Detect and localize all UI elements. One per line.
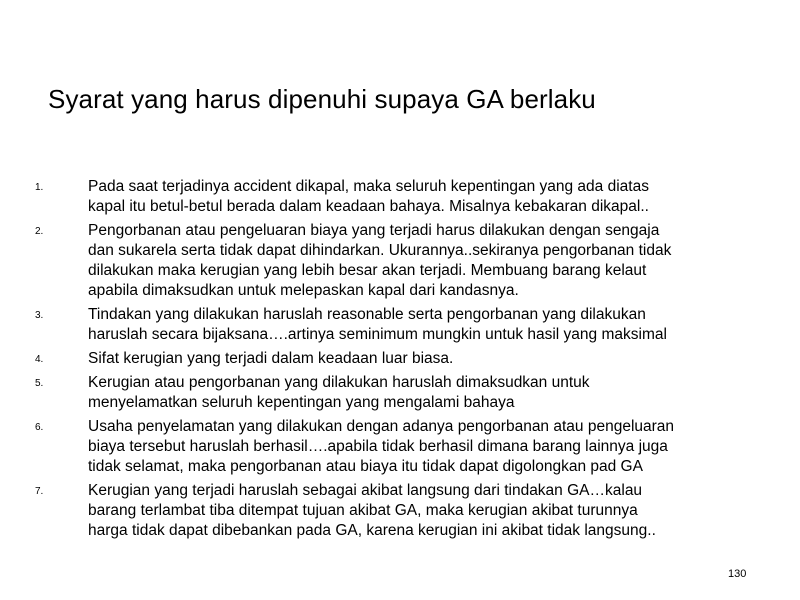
list-item-number: 3. xyxy=(35,310,44,321)
list-item-line: Pengorbanan atau pengeluaran biaya yang terjadi harus dilakukan dengan sengaja xyxy=(88,222,660,239)
list-item-number: 6. xyxy=(35,422,44,433)
list-item-line: Sifat kerugian yang terjadi dalam keadaan luar biasa. xyxy=(88,350,454,367)
list-item-number: 4. xyxy=(35,354,44,365)
list-item-line: biaya tersebut haruslah berhasil….apabila tidak berhasil dimana barang lainnya juga xyxy=(88,438,668,455)
list-item xyxy=(0,481,800,541)
slide-title: Syarat yang harus dipenuhi supaya GA berlaku xyxy=(48,84,596,114)
list-item-line: tidak selamat, maka pengorbanan atau biaya itu tidak dapat digolongkan pad GA xyxy=(88,458,643,475)
list-item-line: apabila dimaksudkan untuk melepaskan kapal dari kandasnya. xyxy=(88,282,519,299)
list-item xyxy=(0,305,800,345)
list-item-text xyxy=(88,373,778,413)
list-item-line: Tindakan yang dilakukan haruslah reasonable serta pengorbanan yang dilakukan xyxy=(88,306,646,323)
list-item xyxy=(0,349,800,369)
list-item-line: barang terlambat tiba ditempat tujuan akibat GA, maka kerugian akibat turunnya xyxy=(88,502,638,519)
list-item-text xyxy=(88,221,778,301)
list-item xyxy=(0,221,800,301)
list-item-line: Kerugian atau pengorbanan yang dilakukan haruslah dimaksudkan untuk xyxy=(88,374,590,391)
requirements-list xyxy=(0,177,800,545)
list-item-line: dilakukan maka kerugian yang lebih besar akan terjadi. Membuang barang kelaut xyxy=(88,262,647,279)
list-item-line: haruslah secara bijaksana….artinya seminimum mungkin untuk hasil yang maksimal xyxy=(88,326,667,343)
list-item-line: Pada saat terjadinya accident dikapal, maka seluruh kepentingan yang ada diatas xyxy=(88,178,649,195)
list-item-line: Usaha penyelamatan yang dilakukan dengan adanya pengorbanan atau pengeluaran xyxy=(88,418,675,435)
list-item-number: 5. xyxy=(35,378,44,389)
list-item-line: kapal itu betul-betul berada dalam keadaan bahaya. Misalnya kebakaran dikapal.. xyxy=(88,198,649,215)
list-item-line: harga tidak dapat dibebankan pada GA, karena kerugian ini akibat tidak langsung.. xyxy=(88,522,656,539)
list-item-text xyxy=(88,481,778,541)
list-item xyxy=(0,177,800,217)
list-item xyxy=(0,373,800,413)
list-item-line: Kerugian yang terjadi haruslah sebagai akibat langsung dari tindakan GA…kalau xyxy=(88,482,643,499)
list-item-text xyxy=(88,349,778,369)
list-item-text xyxy=(88,417,778,477)
list-item-line: menyelamatkan seluruh kepentingan yang mengalami bahaya xyxy=(88,394,515,411)
list-item-number: 7. xyxy=(35,486,44,497)
list-item-line: dan sukarela serta tidak dapat dihindarkan. Ukurannya..sekiranya pengorbanan tidak xyxy=(88,242,672,259)
list-item-number: 2. xyxy=(35,226,44,237)
list-item-number: 1. xyxy=(35,182,44,193)
list-item-text xyxy=(88,305,778,345)
page-number: 130 xyxy=(728,568,747,580)
list-item-text xyxy=(88,177,778,217)
list-item xyxy=(0,417,800,477)
